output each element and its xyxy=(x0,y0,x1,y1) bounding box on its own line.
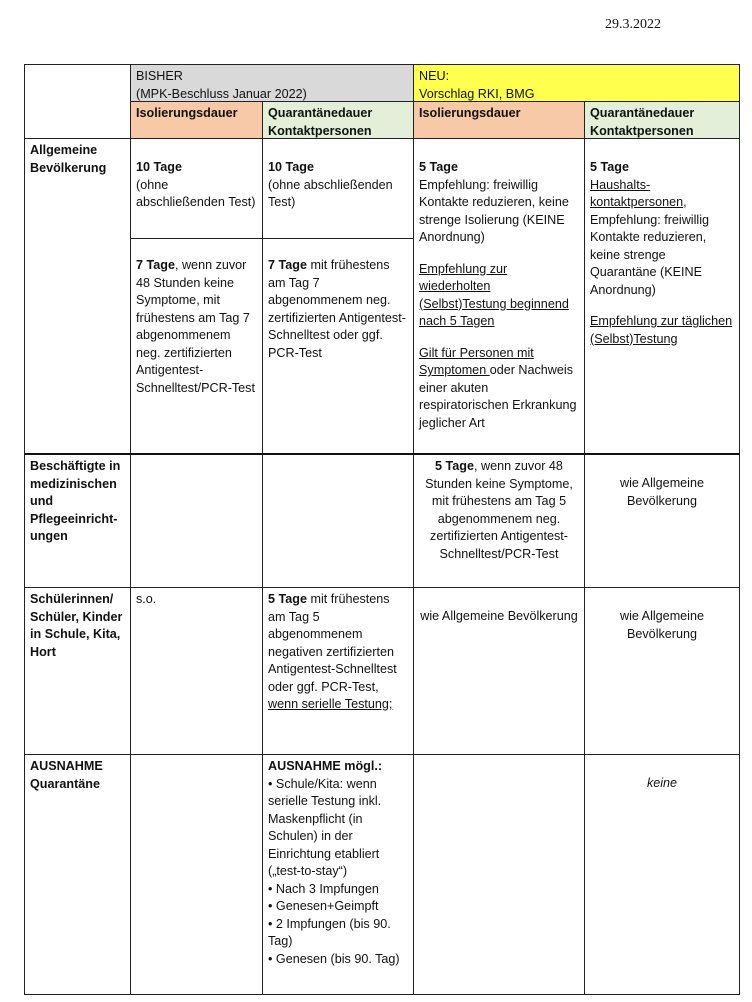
header-neu xyxy=(414,65,740,102)
header-bisher-quarantaene: Quarantänedauer Kontaktpersonen xyxy=(263,102,414,139)
neu-subtitle: Vorschlag RKI, BMG xyxy=(419,86,535,101)
header-bisher-isolierung: Isolierungsdauer xyxy=(131,102,263,139)
row-label-medizin: Beschäftigte in medizinischen und Pflegeeinricht-ungen xyxy=(25,455,131,588)
neu-quar-ausnahme: keine xyxy=(585,755,740,995)
bisher-quar-allgemein-a: 10 Tage (ohne abschließenden Test) xyxy=(263,139,414,239)
bisher-iso-ausnahme xyxy=(131,755,263,995)
bisher-subtitle: (MPK-Beschluss Januar 2022) xyxy=(136,86,307,101)
row-label-ausnahme: AUSNAHME Quarantäne xyxy=(25,755,131,995)
bisher-quar-schule: 5 Tage mit frühestens am Tag 5 abgenommenem negativen zertifizierten Antigentest-Schnelltest oder ggf. PCR-Test, wenn serielle Testung; xyxy=(263,588,414,755)
header-neu-isolierung: Isolierungsdauer xyxy=(414,102,585,139)
neu-title: NEU: xyxy=(419,69,450,83)
comparison-table xyxy=(24,64,740,995)
bisher-iso-schule: s.o. xyxy=(131,588,263,755)
neu-iso-ausnahme xyxy=(414,755,585,995)
bisher-quar-medizin xyxy=(263,455,414,588)
bisher-quar-ausnahme xyxy=(263,755,414,995)
ausnahme-bullet: • Schule/Kita: wenn serielle Testung inkl. Maskenpflicht (in Schulen) in der Einrichtung etabliert („test-to-stay“) xyxy=(268,776,408,881)
header-bisher xyxy=(131,65,414,102)
header-empty-cell xyxy=(25,65,131,139)
ausnahme-bullet: • Genesen (bis 90. Tag) xyxy=(268,951,408,969)
bisher-quar-allgemein-b: 7 Tage mit frühestens am Tag 7 abgenommenem neg. zertifizierten Antigentest-Schnelltest oder ggf. PCR-Test xyxy=(263,239,414,455)
row-label-allgemein: Allgemeine Bevölkerung xyxy=(25,139,131,455)
neu-iso-allgemein: 5 Tage Empfehlung: freiwillig Kontakte reduzieren, keine strenge Isolierung (KEINE Anordnung) Empfehlung zur wiederholten (Selbst)Testung beginnend nach 5 Tagen Gilt für Personen mit Symptomen oder Nachweis einer akuten respiratorischen Erkrankung jeglicher Art xyxy=(414,139,585,455)
neu-quar-allgemein: 5 Tage Haushalts-kontaktpersonen, Empfehlung: freiwillig Kontakte reduzieren, keine strenge Quarantäne (KEINE Anordnung) Empfehlung zur täglichen (Selbst)Testung xyxy=(585,139,740,455)
bisher-iso-medizin xyxy=(131,455,263,588)
neu-quar-medizin: wie Allgemeine Bevölkerung xyxy=(585,455,740,588)
header-neu-quarantaene: Quarantänedauer Kontaktpersonen xyxy=(585,102,740,139)
bisher-iso-allgemein-a: 10 Tage (ohne abschließenden Test) xyxy=(131,139,263,239)
bisher-title: BISHER xyxy=(136,69,183,83)
neu-iso-schule: wie Allgemeine Bevölkerung xyxy=(414,588,585,755)
ausnahme-bullet: • Genesen+Geimpft xyxy=(268,898,408,916)
ausnahme-bullet: • Nach 3 Impfungen xyxy=(268,881,408,899)
document-date: 29.3.2022 xyxy=(605,17,661,32)
ausnahme-heading: AUSNAHME mögl.: xyxy=(268,759,383,773)
ausnahme-bullet: • 2 Impfungen (bis 90. Tag) xyxy=(268,916,408,951)
neu-iso-medizin: 5 Tage, wenn zuvor 48 Stunden keine Symptome, mit frühestens am Tag 5 abgenommenem neg. zertifizierten Antigentest-Schnelltest/PCR-Test xyxy=(414,455,585,588)
bisher-iso-allgemein-b: 7 Tage, wenn zuvor 48 Stunden keine Symptome, mit frühestens am Tag 7 abgenommenem neg. zertifizierten Antigentest-Schnelltest/PCR-Test xyxy=(131,239,263,455)
neu-quar-schule: wie Allgemeine Bevölkerung xyxy=(585,588,740,755)
row-label-schule: Schülerinnen/ Schüler, Kinder in Schule, Kita, Hort xyxy=(25,588,131,755)
